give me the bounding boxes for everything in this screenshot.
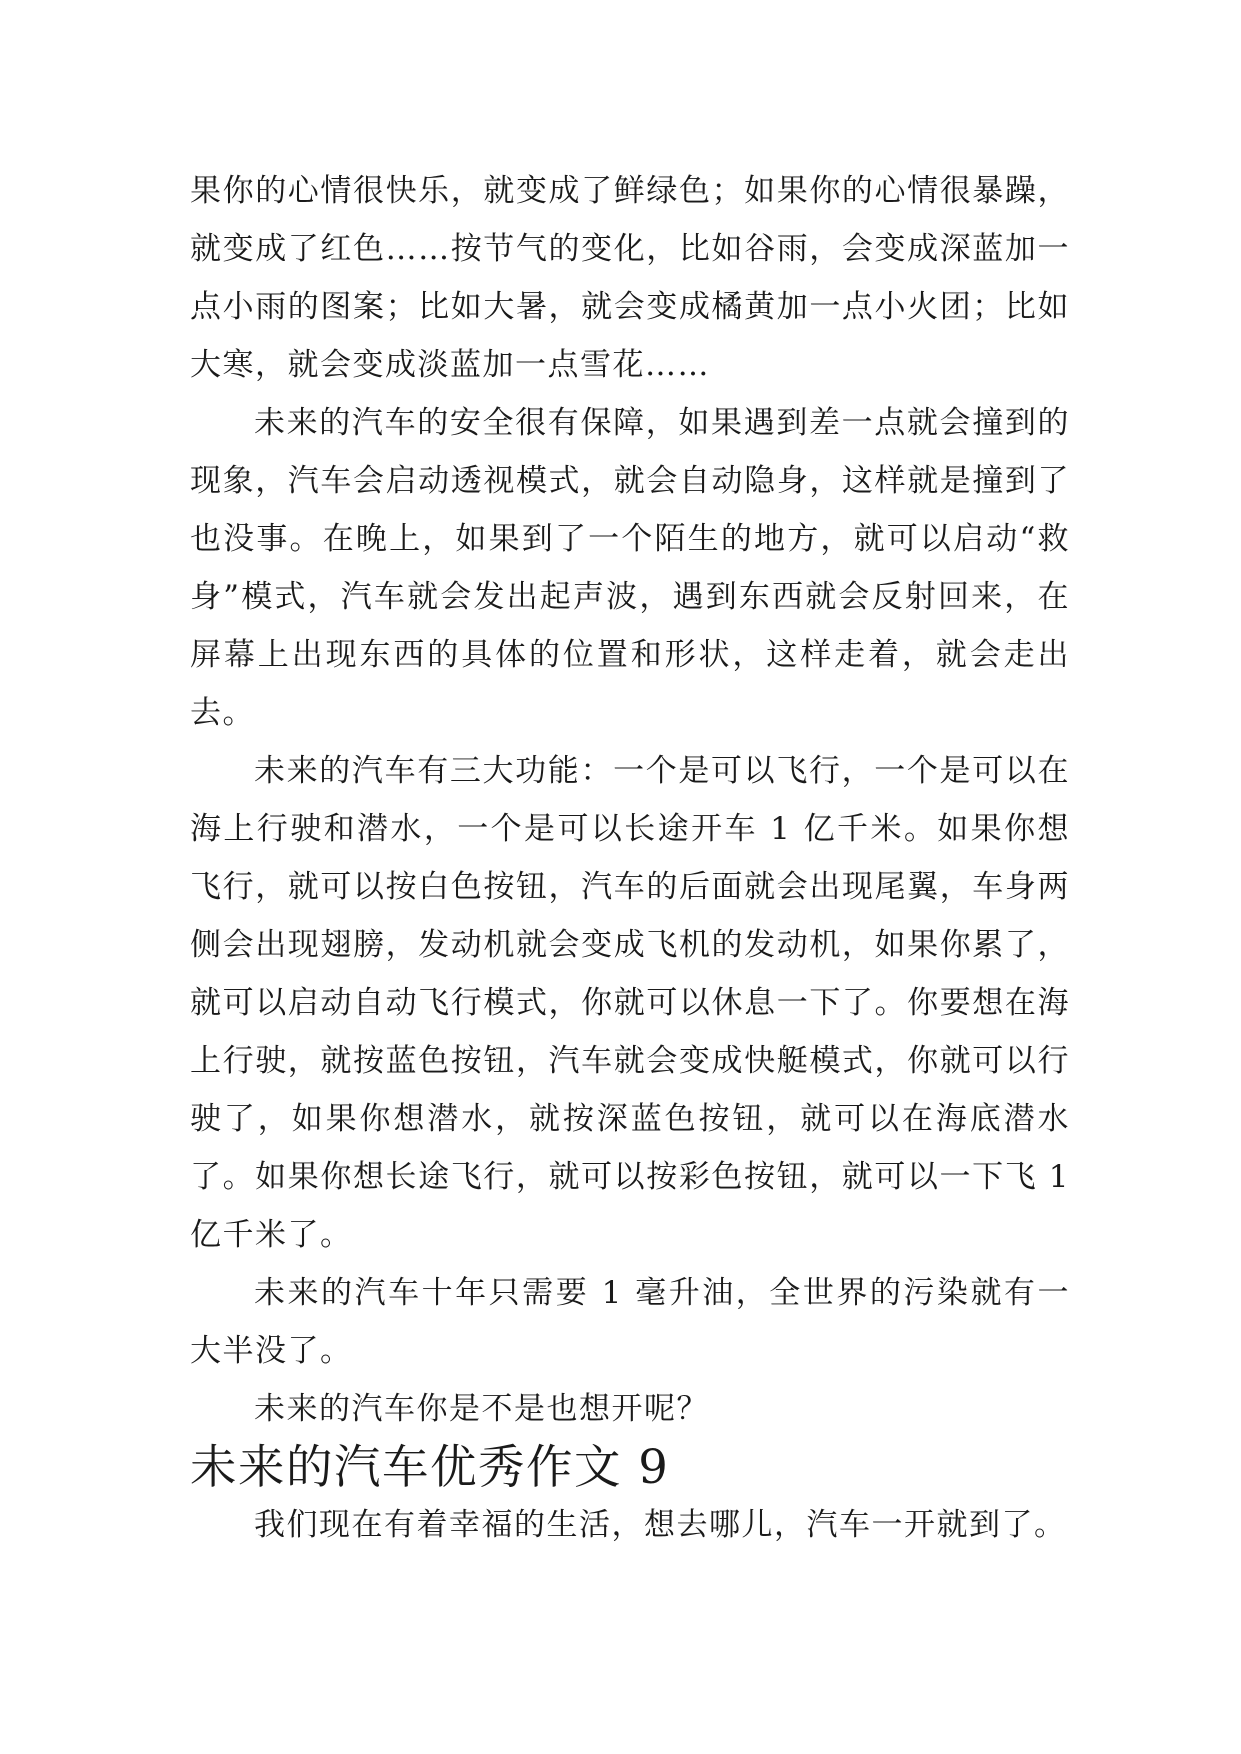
essay-heading: 未来的汽车优秀作文 9	[190, 1440, 670, 1494]
paragraph-continued: 果你的心情很快乐，就变成了鲜绿色；如果你的心情很暴躁，就变成了红色……按节气的变化，比如谷雨，会变成深蓝加一点小雨的图案；比如大暑，就会变成橘黄加一点小火团；比如大寒，就会变成淡蓝加一点雪花……	[190, 173, 1070, 383]
paragraph-safety: 未来的汽车的安全很有保障，如果遇到差一点就会撞到的现象，汽车会启动透视模式，就会自动隐身，这样就是撞到了也没事。在晚上，如果到了一个陌生的地方，就可以启动“救身”模式，汽车就会发出起声波，遇到东西就会反射回来，在屏幕上出现东西的具体的位置和形状，这样走着，就会走出去。	[190, 405, 1070, 731]
paragraph-question: 未来的汽车你是不是也想开呢？	[254, 1391, 709, 1427]
paragraph-fuel: 未来的汽车十年只需要 1 毫升油，全世界的污染就有一大半没了。	[190, 1275, 1070, 1369]
document-body	[190, 162, 1070, 1554]
paragraph-functions: 未来的汽车有三大功能：一个是可以飞行，一个是可以在海上行驶和潜水，一个是可以长途开车 1 亿千米。如果你想飞行，就可以按白色按钮，汽车的后面就会出现尾翼，车身两侧会出现翅膀，发动机就会变成飞机的发动机，如果你累了，就可以启动自动飞行模式，你就可以休息一下了。你要想在海上行驶，就按蓝色按钮，汽车就会变成快艇模式，你就可以行驶了，如果你想潜水，就按深蓝色按钮，就可以在海底潜水了。如果你想长途飞行，就可以按彩色按钮，就可以一下飞 1 亿千米了。	[190, 753, 1070, 1253]
paragraph-intro: 我们现在有着幸福的生活，想去哪儿，汽车一开就到了。	[254, 1507, 1067, 1543]
